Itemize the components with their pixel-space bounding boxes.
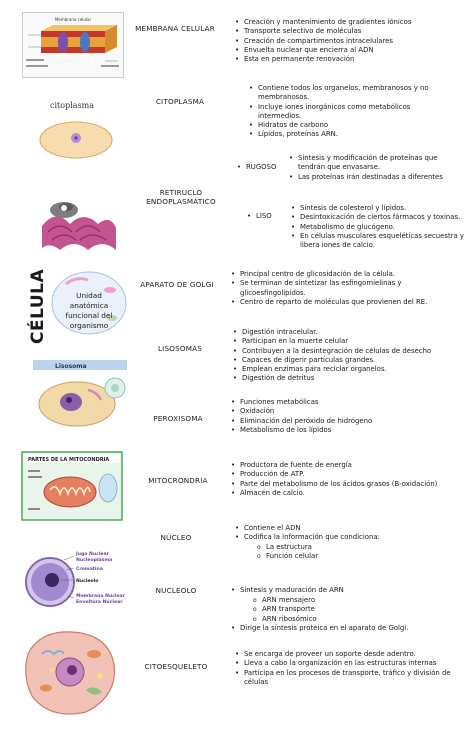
list-item: • Productora de fuente de energía bbox=[231, 461, 352, 469]
liso-label: • LISO bbox=[247, 212, 272, 220]
list-item: • Síntesis de colesterol y lípidos. bbox=[291, 204, 407, 212]
section-name-nucleo: NÚCLEO bbox=[160, 533, 192, 542]
list-item: • Contribuyen a la desintegración de células de desecho bbox=[233, 346, 432, 355]
mito-banner: PARTES DE LA MITOCONDRIA bbox=[28, 457, 110, 463]
celula-vertical-title: CÉLULA bbox=[28, 268, 48, 344]
list-item: • Se terminan de sintetizar las esfingomielinas y glicoesfingolípidos. bbox=[231, 279, 402, 297]
lisosoma-banner: Lisosoma bbox=[55, 363, 87, 370]
core-definition: Unidad anatómica funcional del organismo bbox=[65, 291, 113, 330]
nucleolo-after-list bbox=[231, 624, 466, 633]
membrane-image bbox=[22, 12, 124, 78]
peroxisoma-list bbox=[231, 398, 460, 435]
citoesqueleto-image bbox=[20, 624, 120, 720]
section-name-citoesqueleto: CITOESQUELETO bbox=[144, 662, 208, 671]
nucleo-label-5: Membrana Nuclear bbox=[76, 594, 125, 599]
mitocondria-list bbox=[231, 461, 470, 498]
list-item: • Hidratos de carbono bbox=[249, 121, 329, 130]
nucleo-image bbox=[22, 548, 125, 618]
list-item: • Eliminación del peróxido de hidrógeno bbox=[231, 416, 373, 425]
list-item: • Metabolismo de los lípidos bbox=[231, 425, 332, 434]
nucleolo-sublist bbox=[253, 596, 422, 624]
lisosomas-list bbox=[233, 328, 468, 384]
nucleo-label-2: Nucleoplasma bbox=[76, 558, 113, 563]
list-item: • Creación y mantenimiento de gradientes iónicos bbox=[235, 18, 412, 26]
nucleo-sublist bbox=[257, 543, 426, 562]
list-item: • Incluye iones inorgánicos como metabólicos intermedios. bbox=[249, 102, 411, 120]
list-item: • Centro de reparto de moléculas que provienen del RE. bbox=[231, 297, 428, 306]
membrane-label: Membrana celular bbox=[54, 17, 92, 22]
list-item: • Almacén de calcio. bbox=[231, 488, 305, 497]
citoesqueleto-list bbox=[235, 650, 464, 687]
section-name-peroxisoma: PEROXISOMA bbox=[153, 414, 203, 423]
list-item: o La estructura bbox=[257, 543, 312, 551]
list-item: • Dirige la síntesis proteica en el aparato de Golgi. bbox=[231, 624, 409, 632]
nucleo-list bbox=[235, 524, 464, 543]
list-item: • Lleva a cabo la organización en las estructuras internas bbox=[235, 659, 437, 668]
liso-list bbox=[291, 204, 466, 250]
list-item: • Producción de ATP. bbox=[231, 470, 305, 479]
list-item: • Esta en permanente renovación bbox=[235, 55, 355, 64]
list-item: • Emplean enzimas para reciclar organelos. bbox=[233, 365, 387, 374]
citoplasma-label: citoplasma bbox=[50, 101, 94, 110]
list-item: o ARN ribosómico bbox=[253, 614, 317, 623]
list-item: • Transporte selectivo de moléculas bbox=[235, 27, 362, 36]
mitocondria-image bbox=[22, 452, 122, 520]
list-item: • Digestión de detritus bbox=[233, 374, 315, 383]
citoplasma-image bbox=[30, 90, 120, 160]
list-item: • Parte del metabolismo de los ácidos grasos (B-oxidación) bbox=[231, 479, 438, 488]
nucleo-label-6: Envoltura Nuclear bbox=[76, 600, 123, 605]
section-name-membrana: MEMBRANA CELULAR bbox=[135, 24, 215, 33]
list-item: • Oxidación bbox=[231, 407, 275, 416]
membrana-list bbox=[235, 18, 464, 64]
list-item: • Digestión intracelular. bbox=[233, 328, 318, 336]
list-item: • Desintoxicación de ciertos fármacos y toxinas. bbox=[291, 213, 461, 222]
list-item: • Capaces de digerir partículas grandes. bbox=[233, 355, 376, 364]
list-item: • Se encarga de proveer un soporte desde adentro. bbox=[235, 650, 416, 658]
reticulo-image bbox=[40, 188, 118, 254]
list-item: • Lípidos, proteínas ARN. bbox=[249, 130, 338, 139]
list-item: • Contiene todos los organelos, membranosos y no membranosos. bbox=[249, 84, 429, 102]
list-item: • Creación de compartimentos intracelulares bbox=[235, 36, 394, 45]
rugoso-label: • RUGOSO bbox=[237, 163, 277, 171]
list-item: o ARN mensajero bbox=[253, 596, 316, 604]
list-item: • Las proteínas irán destinadas a diferentes bbox=[289, 172, 443, 181]
golgi-list bbox=[231, 270, 436, 307]
citoplasma-list bbox=[249, 84, 434, 140]
list-item: • Participan en la muerte celular bbox=[233, 337, 349, 346]
list-item: • En células musculares esqueléticas secuestra y libera iones de calcio. bbox=[291, 231, 465, 250]
list-item: • Síntesis y modificación de proteínas que tendrán que envasarse. bbox=[289, 154, 438, 172]
list-item: • Participa en los procesos de transporte, tráfico y división de células bbox=[235, 668, 451, 686]
nucleo-label-1: Jugo Nuclear bbox=[76, 552, 109, 557]
lisosoma-image bbox=[33, 360, 127, 430]
list-item: • Principal centro de glicosidación de la célula. bbox=[231, 270, 396, 278]
list-item: o Función celular bbox=[257, 552, 319, 561]
list-item: • Envuelta nuclear que encierra al ADN bbox=[235, 45, 374, 54]
rugoso-list bbox=[289, 154, 466, 182]
list-item: • Contiene el ADN bbox=[235, 524, 301, 532]
list-item: • Metabolismo de glucógeno. bbox=[291, 222, 395, 231]
section-name-citoplasma: CITOPLASMA bbox=[155, 97, 205, 106]
section-name-golgi: APARATO DE GOLGI bbox=[140, 280, 214, 289]
section-name-reticulo: RETIRUCLO ENDOPLASMÁTICO bbox=[146, 188, 216, 206]
list-item: o ARN transporte bbox=[253, 605, 315, 614]
list-item: • Síntesis y maduración de ARN bbox=[231, 586, 344, 594]
list-item: • Funciones metabólicas bbox=[231, 398, 319, 406]
list-item: • Codifica la información que condiciona: bbox=[235, 533, 380, 542]
nucleolo-list bbox=[231, 586, 460, 595]
section-name-nucleolo: NUCLEOLO bbox=[155, 586, 197, 595]
nucleo-label-3: Cromatina bbox=[76, 567, 103, 572]
section-name-lisosomas: LISOSOMAS bbox=[157, 344, 203, 353]
section-name-mitocondria: MITOCRONDRIA bbox=[148, 476, 208, 485]
nucleo-label-4: Nucleolo bbox=[76, 579, 99, 584]
